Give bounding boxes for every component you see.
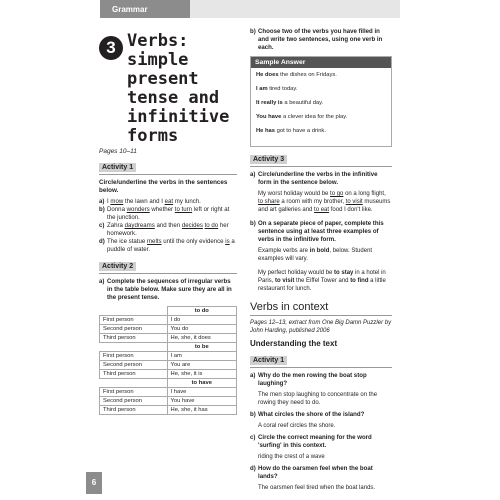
person-cell: Third person — [100, 406, 168, 415]
marked-verb: to find — [350, 278, 369, 284]
table-head-row — [100, 307, 237, 316]
table-head-row — [100, 343, 237, 352]
marked-verb: decides — [181, 222, 203, 229]
table-blank-cell — [100, 379, 168, 388]
table-row — [100, 370, 237, 379]
activity-2-label: Activity 2 — [99, 262, 136, 271]
form-cell: I have — [167, 388, 236, 397]
sample-rest: a clever idea for the play. — [281, 114, 348, 120]
question-text: How do the oarsmen feel when the boat lands? — [258, 465, 373, 480]
sample-rest: got to have a drink. — [275, 128, 326, 134]
text-run: on a long flight, — [343, 191, 386, 197]
verb-head-cell: to have — [167, 379, 236, 388]
text-run: The ice statue — [107, 238, 147, 245]
context-activity-label: Activity 1 — [250, 356, 287, 365]
sample-sentence — [256, 72, 386, 78]
person-cell: Second person — [100, 361, 168, 370]
text-run: the Eiffel Tower and — [294, 278, 351, 284]
table-row — [100, 316, 237, 325]
context-title: Verbs in context — [250, 301, 392, 316]
text-run: a room with my brother, — [279, 199, 346, 205]
person-cell: Third person — [100, 370, 168, 379]
person-cell: Second person — [100, 325, 168, 334]
text-run: whether — [149, 206, 175, 213]
marked-verb: melts — [146, 238, 162, 245]
item-text — [107, 222, 237, 238]
person-cell: First person — [100, 388, 168, 397]
question-letter: b) — [250, 411, 256, 418]
form-cell: I am — [167, 352, 236, 361]
marked-verb: is — [225, 238, 230, 245]
table-row — [100, 397, 237, 406]
text-run: until the only evidence — [161, 238, 226, 245]
table-row — [100, 406, 237, 415]
table-row — [100, 388, 237, 397]
right-column — [250, 28, 392, 496]
marked-verb: daydreams — [124, 222, 155, 229]
question-letter: a) — [250, 372, 256, 379]
table-row — [100, 361, 237, 370]
b3-note — [258, 247, 392, 263]
a3-instruction: Circle/underline the verbs in the infinitive form in the sentence below. — [258, 171, 378, 186]
sample-answer-box — [250, 56, 392, 147]
sample-verb: I am — [256, 86, 268, 92]
activity-1-label: Activity 1 — [99, 163, 136, 172]
sample-sentence — [256, 86, 386, 92]
pages-ref: Pages 10–11 — [99, 148, 137, 155]
marked-verb: wonders — [126, 206, 150, 213]
table-row — [100, 334, 237, 343]
table-row — [100, 325, 237, 334]
question-letter: d) — [250, 465, 256, 472]
sample-verb: He has — [256, 128, 276, 134]
form-cell: I do — [167, 316, 236, 325]
question-row — [250, 411, 392, 419]
b3-note-start: Example verbs are — [258, 248, 310, 254]
question-text: Circle the correct meaning for the word 'surfing' in this context. — [258, 434, 372, 449]
person-cell: First person — [100, 316, 168, 325]
section-tab: Grammar — [100, 0, 190, 18]
sample-rest: tired today. — [267, 86, 298, 92]
text-run: in a hotel in Paris, — [258, 270, 386, 284]
question-row — [250, 434, 392, 450]
irregular-verbs-table — [99, 306, 237, 415]
sentence-item — [99, 198, 237, 206]
text-run: left or right at the junction. — [107, 206, 230, 221]
text-run: My perfect holiday would be — [258, 270, 335, 276]
table-blank-cell — [100, 307, 168, 316]
activity-2-letter: a) — [99, 278, 105, 285]
sample-sentence — [256, 128, 386, 134]
activity-1-instruction: Circle/underline the verbs in the sentences below. — [99, 179, 228, 194]
activity-3-label: Activity 3 — [250, 155, 287, 164]
sample-verb: It really is — [256, 100, 283, 106]
marked-verb: to do — [204, 222, 219, 229]
activity-2-instruction-row — [99, 278, 237, 302]
sentence-item — [99, 238, 237, 254]
item-letter: c) — [99, 222, 105, 229]
a3-sentence — [258, 190, 392, 214]
sentence-item — [99, 222, 237, 238]
question-letter: c) — [250, 434, 256, 441]
text-run: I — [107, 198, 111, 205]
unit-title-block — [99, 28, 237, 148]
text-run: her homework. — [107, 222, 229, 237]
item-letter: a) — [99, 198, 105, 205]
sample-rest: a beautiful day. — [282, 100, 324, 106]
context-subtitle: Understanding the text — [250, 339, 338, 348]
verb-head-cell: to be — [167, 343, 236, 352]
b3-note-bold: in bold — [309, 248, 330, 254]
person-cell: Second person — [100, 397, 168, 406]
unit-title: Verbs: simple present tense and infinitive forms — [127, 31, 230, 146]
table-head-row — [100, 379, 237, 388]
form-cell: He, she, it is — [167, 370, 236, 379]
a3-letter: a) — [250, 171, 256, 178]
sample-verb: You have — [256, 114, 282, 120]
question-row — [250, 372, 392, 388]
person-cell: Third person — [100, 334, 168, 343]
text-run: the lawn and I — [123, 198, 165, 205]
answer-text: The oarsmen feel tired when the boat lands. — [258, 485, 376, 491]
answer-text: The men stop laughing to concentrate on the rowing they need to do. — [258, 392, 378, 406]
marked-verb: eat — [164, 198, 174, 205]
activity-2-instruction: Complete the sequences of irregular verbs in the table below. Make sure they are all in the present tense. — [107, 278, 232, 301]
marked-verb: to turn — [174, 206, 193, 213]
marked-verb: to visit — [345, 199, 363, 205]
item-text — [107, 206, 237, 222]
person-cell: First person — [100, 352, 168, 361]
top-band — [0, 0, 500, 18]
text-run: Donna — [107, 206, 127, 213]
left-column — [99, 28, 237, 415]
b3-letter: b) — [250, 220, 256, 227]
sample-rest: the dishes on Fridays. — [278, 72, 337, 78]
item-text — [107, 238, 237, 254]
b3-note-end: , below. Student examples will vary. — [258, 248, 373, 262]
marked-verb: to share — [258, 199, 280, 205]
sample-sentence — [256, 114, 386, 120]
text-run: and then — [154, 222, 182, 229]
context-questions — [250, 372, 392, 492]
a3-instruction-row — [250, 171, 392, 187]
header-rule — [190, 0, 400, 18]
text-run: food I don't like. — [329, 207, 373, 213]
sentence-item — [99, 206, 237, 222]
b3-example — [258, 269, 392, 293]
form-cell: You have — [167, 397, 236, 406]
answer-text: A coral reef circles the shore. — [258, 423, 336, 429]
marked-verb: to visit — [275, 278, 295, 284]
table-blank-cell — [100, 343, 168, 352]
sample-answer-body — [251, 68, 391, 146]
sample-answer-heading: Sample Answer — [251, 57, 391, 68]
question-text: What circles the shore of the island? — [258, 411, 365, 418]
b-instruction-row — [250, 28, 392, 52]
sample-sentence — [256, 100, 386, 106]
form-cell: You are — [167, 361, 236, 370]
text-run: museums and art galleries and — [258, 199, 391, 213]
answer-text: riding the crest of a wave — [258, 454, 325, 460]
question-row — [250, 465, 392, 481]
marked-verb: to stay — [334, 270, 354, 276]
item-letter: b) — [99, 206, 105, 213]
text-run: a puddle of water. — [107, 238, 235, 253]
page-number: 6 — [86, 472, 102, 494]
text-run: My worst holiday would be — [258, 191, 331, 197]
item-text — [107, 198, 201, 206]
b3-instruction-row — [250, 220, 392, 244]
text-run: Zahra — [107, 222, 125, 229]
text-run: a little restaurant for lunch. — [258, 278, 386, 292]
text-run: my lunch. — [173, 198, 201, 205]
context-caption: Pages 12–13, extract from One Big Damn Puzzler by John Harding, published 2006 — [250, 320, 392, 334]
marked-verb: mow — [110, 198, 124, 205]
table-row — [100, 352, 237, 361]
b-letter: b) — [250, 28, 256, 35]
b3-instruction: On a separate piece of paper, complete this sentence using at least three examples of verbs in the infinitive form. — [258, 220, 384, 243]
unit-number-badge: 3 — [99, 36, 123, 60]
verb-head-cell: to do — [167, 307, 236, 316]
b-instruction: Choose two of the verbs you have filled in and write two sentences, using one verb in each. — [258, 28, 383, 51]
form-cell: You do — [167, 325, 236, 334]
marked-verb: to eat — [314, 207, 330, 213]
activity-1-items — [99, 198, 237, 254]
form-cell: He, she, it has — [167, 406, 236, 415]
question-text: Why do the men rowing the boat stop laughing? — [258, 372, 367, 387]
sample-verb: He does — [256, 72, 279, 78]
form-cell: He, she, it does — [167, 334, 236, 343]
marked-verb: to go — [330, 191, 344, 197]
item-letter: d) — [99, 238, 105, 245]
